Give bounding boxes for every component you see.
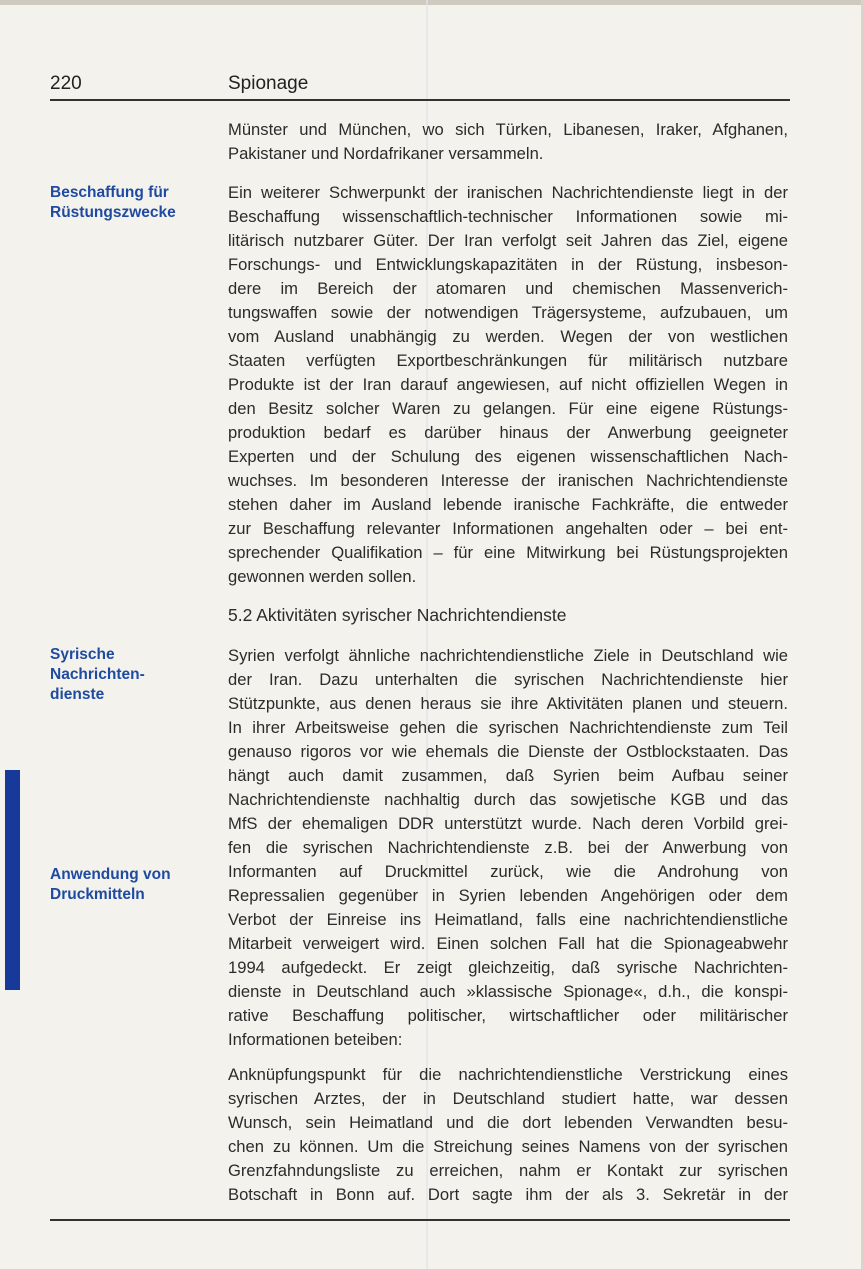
text-line: dere im Bereich der atomaren und chemischen Massenverich- — [228, 279, 788, 298]
text-line: genauso rigoros vor wie ehemals die Dienste der Ostblockstaaten. Das — [228, 742, 788, 761]
footer-rule — [50, 1219, 790, 1221]
text-line: rative Beschaffung politischer, wirtschaftlicher oder militärischer — [228, 1006, 788, 1025]
text-line: Stützpunkte, aus denen heraus sie ihre Aktivitäten planen und steuern. — [228, 694, 788, 713]
section-heading: 5.2 Aktivitäten syrischer Nachrichtendienste — [228, 605, 567, 625]
text-line: wuchses. Im besonderen Interesse der iranischen Nachrichtendienste — [228, 471, 788, 490]
text-line: tungswaffen sowie der notwendigen Trägersysteme, aufzubauen, um — [228, 303, 788, 322]
text-line: chen zu können. Um die Streichung seines Namens von der syrischen — [228, 1137, 788, 1156]
text-line: dienste in Deutschland auch »klassische Spionage«, d.h., die konspi- — [228, 982, 788, 1001]
sidenote-line: dienste — [50, 686, 105, 703]
sidenote-line: Syrische — [50, 646, 115, 663]
text-line: Grenzfahndungsliste zu erreichen, nahm er Kontakt zur syrischen — [228, 1161, 788, 1180]
text-line: Staaten verfügten Exportbeschränkungen für militärisch nutzbare — [228, 351, 788, 370]
text-line: Münster und München, wo sich Türken, Libanesen, Iraker, Afghanen, — [228, 120, 788, 139]
sidenote-line: Anwendung von — [50, 866, 171, 883]
text-line: Repressalien gegenüber in Syrien lebenden Angehörigen oder dem — [228, 886, 788, 905]
header-rule — [50, 99, 790, 101]
sidenote-line: Nachrichten- — [50, 666, 145, 683]
sidenote-line: Rüstungszwecke — [50, 204, 176, 221]
page-number: 220 — [50, 73, 82, 94]
text-line: sprechender Qualifikation – für eine Mitwirkung bei Rüstungsprojekten — [228, 543, 788, 562]
text-line: vom Ausland unabhängig zu werden. Wegen der von westlichen — [228, 327, 788, 346]
text-line: Wunsch, sein Heimatland und die dort lebenden Verwandten besu- — [228, 1113, 788, 1132]
text-line: MfS der ehemaligen DDR unterstützt wurde. Nach deren Vorbild grei- — [228, 814, 788, 833]
text-line: fen die syrischen Nachrichtendienste z.B. bei der Anwerbung von — [228, 838, 788, 857]
paragraph-syrien — [228, 644, 788, 1052]
text-line: litärisch nutzbarer Güter. Der Iran verfolgt seit Jahren das Ziel, eigene — [228, 231, 788, 250]
text-line: Ein weiterer Schwerpunkt der iranischen Nachrichtendienste liegt in der — [228, 183, 788, 202]
text-line: Informanten auf Druckmittel zurück, wie die Androhung von — [228, 862, 788, 881]
margin-marker-bar — [5, 770, 20, 990]
text-line: stehen daher im Ausland lebende iranische Fachkräfte, die entweder — [228, 495, 788, 514]
text-line: Nachrichtendienste nachhaltig durch das sowjetische KGB und das — [228, 790, 788, 809]
text-line: den Besitz solcher Waren zu gelangen. Für eine eigene Rüstungs- — [228, 399, 788, 418]
paragraph-intro — [228, 118, 788, 166]
text-line: produktion bedarf es darüber hinaus der Anwerbung geeigneter — [228, 423, 788, 442]
sidenote-syrische-dienste — [50, 645, 200, 705]
text-line: Anknüpfungspunkt für die nachrichtendienstliche Verstrickung eines — [228, 1065, 788, 1084]
text-line: Mitarbeit verweigert wird. Einen solchen Fall hat die Spionageabwehr — [228, 934, 788, 953]
text-line: zur Beschaffung relevanter Informationen angehalten oder – bei ent- — [228, 519, 788, 538]
text-line: Forschungs- und Entwicklungskapazitäten in der Rüstung, insbeson- — [228, 255, 788, 274]
sidenote-line: Beschaffung für — [50, 184, 169, 201]
text-line: Verbot der Einreise ins Heimatland, falls eine nachrichtendienstliche — [228, 910, 788, 929]
text-line: In ihrer Arbeitsweise gehen die syrischen Nachrichtendienste zum Teil — [228, 718, 788, 737]
text-line: Beschaffung wissenschaftlich-technischer Informationen sowie mi- — [228, 207, 788, 226]
paragraph-fallbeispiel — [228, 1063, 788, 1207]
text-line: Botschaft in Bonn auf. Dort sagte ihm der als 3. Sekretär in der — [228, 1185, 788, 1204]
text-line: Informationen beteiben: — [228, 1030, 403, 1049]
text-line: Pakistaner und Nordafrikaner versammeln. — [228, 144, 544, 163]
sidenote-line: Druckmitteln — [50, 886, 145, 903]
text-line: Experten und der Schulung des eigenen wissenschaftlichen Nach- — [228, 447, 788, 466]
text-line: Produkte ist der Iran darauf angewiesen, auf nicht offiziellen Wegen in — [228, 375, 788, 394]
text-line: gewonnen werden sollen. — [228, 567, 417, 586]
text-line: Syrien verfolgt ähnliche nachrichtendienstliche Ziele in Deutschland wie — [228, 646, 788, 665]
page-top-edge — [0, 0, 864, 5]
sidenote-beschaffung — [50, 183, 200, 223]
paragraph-beschaffung — [228, 181, 788, 589]
text-line: 1994 aufgedeckt. Er zeigt gleichzeitig, daß syrische Nachrichten- — [228, 958, 788, 977]
text-line: hängt auch damit zusammen, daß Syrien beim Aufbau seiner — [228, 766, 788, 785]
text-line: der Iran. Dazu unterhalten die syrischen Nachrichtendienste hier — [228, 670, 788, 689]
running-title: Spionage — [228, 73, 309, 94]
text-line: syrischen Arztes, der in Deutschland studiert hatte, war dessen — [228, 1089, 788, 1108]
sidenote-druckmittel — [50, 865, 200, 905]
